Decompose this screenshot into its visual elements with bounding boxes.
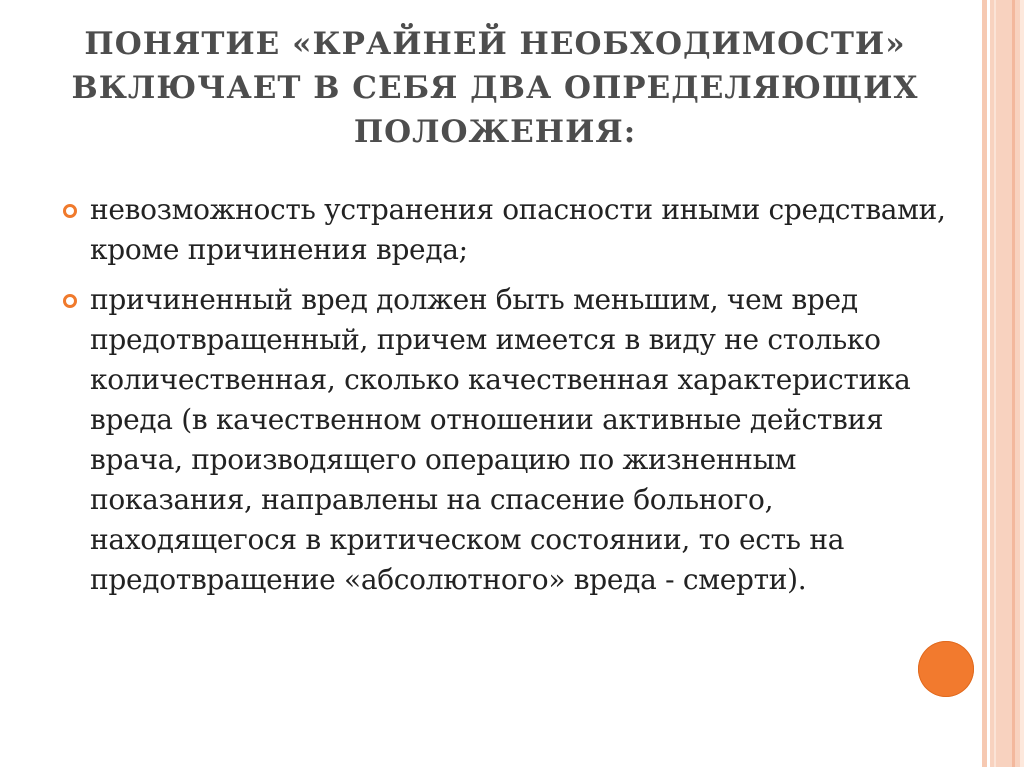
bullet-item <box>60 280 960 600</box>
hollow-circle-bullet-icon <box>63 294 77 308</box>
slide-title: ПОНЯТИЕ «КРАЙНЕЙ НЕОБХОДИМОСТИ» ВКЛЮЧАЕТ В СЕБЯ ДВА ОПРЕДЕЛЯЮЩИХ ПОЛОЖЕНИЯ: <box>71 26 919 150</box>
orange-circle-icon <box>918 641 974 697</box>
bullet-text: невозможность устранения опасности иными средствами, кроме причинения вреда; <box>90 193 946 266</box>
bullet-text: причиненный вред должен быть меньшим, чем вред предотвращенный, причем имеется в виду не столько количественная, сколько качественная характеристика вреда (в качественном отношении активные действия врача, производящего операцию по жизненным показания, направлены на спасение больного, находящегося в критическом состоянии, то есть на предотвращение «абсолютного» вреда - смерти). <box>90 283 911 596</box>
decorative-stripe <box>1012 0 1015 767</box>
bullet-item <box>60 190 960 270</box>
decorative-stripe <box>1020 0 1024 767</box>
decorative-stripe <box>994 0 996 767</box>
bullet-list <box>60 190 960 610</box>
hollow-circle-bullet-icon <box>63 204 77 218</box>
decorative-stripe <box>982 0 987 767</box>
